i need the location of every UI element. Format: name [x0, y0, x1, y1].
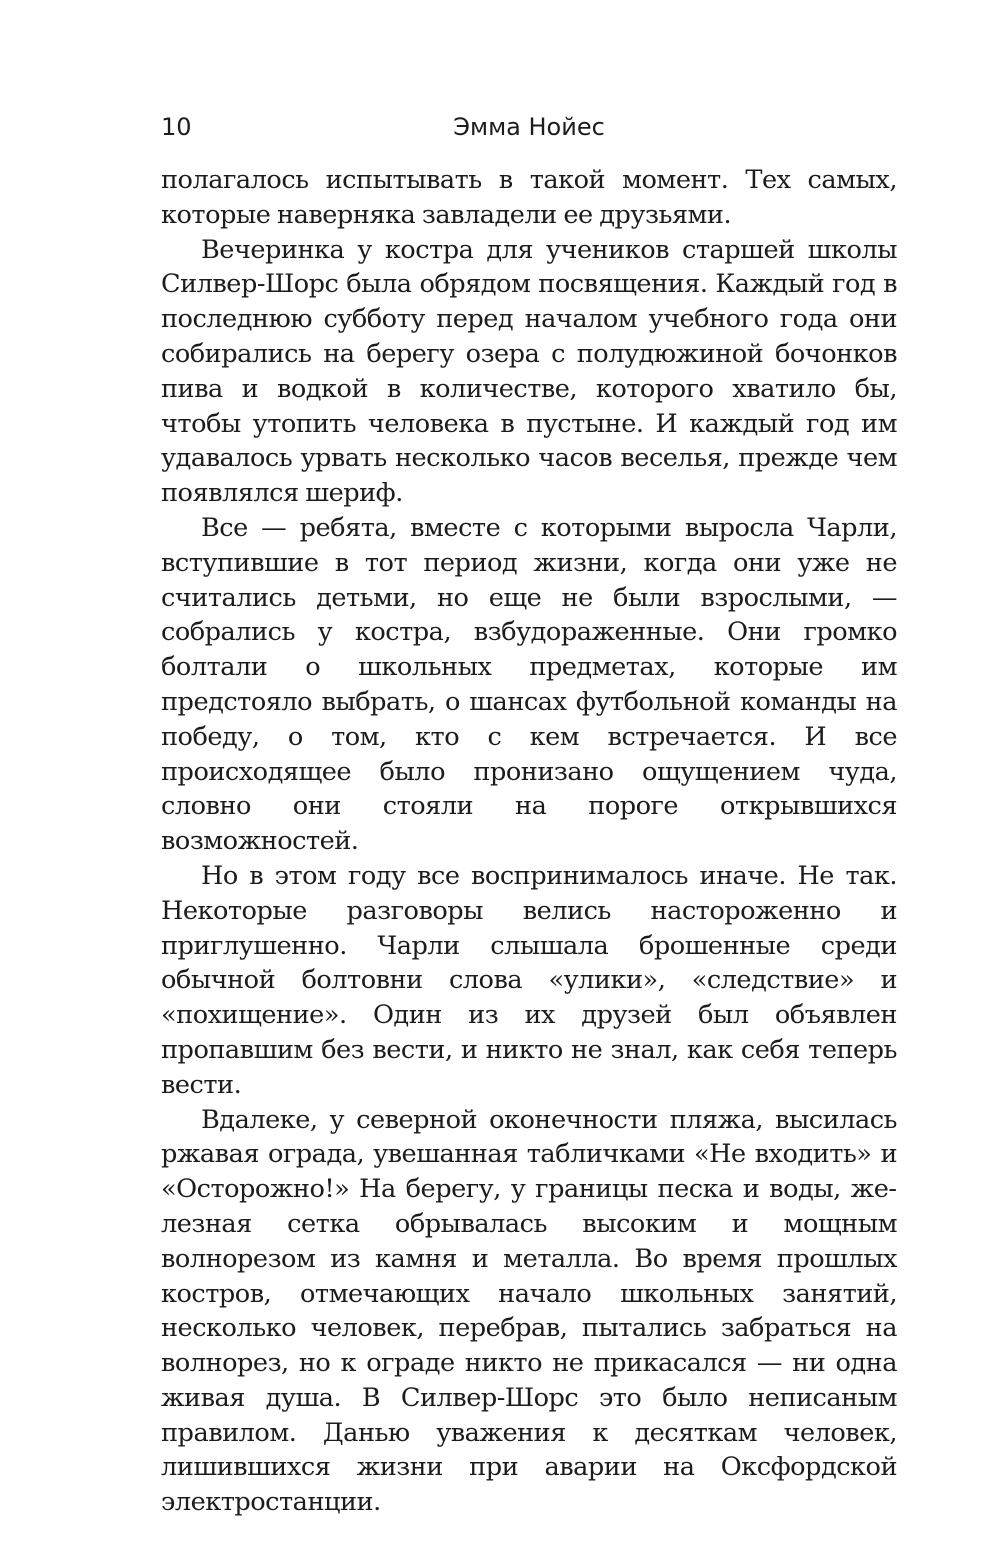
running-header — [161, 106, 897, 148]
page-number: 10 — [161, 113, 192, 141]
paragraph: Вдалеке, у северной оконечности пляжа, высилась ржавая ограда, увешанная табличками «Не входить» и «Осторожно!» На берегу, у границы песка и воды, железная сетка обрывалась высоким и мощным волнорезом из камня и металла. Во время прошлых костров, отмечающих начало школьных занятий, несколько человек, перебрав, пытались забраться на волнорез, но к ограде никто не прикасался — ни одна живая душа. В Силвер-Шорс это было неписаным правилом. Данью уважения к десяткам человек, лишившихся жизни при аварии на Оксфордской электростанции. — [161, 1104, 897, 1518]
body-text — [161, 163, 897, 1520]
paragraph: Все — ребята, вместе с которыми выросла Чарли, вступившие в тот период жизни, когда они уже не считались детьми, но еще не были взрослыми, — собрались у костра, взбудораженные. Они громко болтали о школьных предметах, которые им предстояло выбрать, о шансах футбольной команды на победу, о том, кто с кем встречается. И все происходящее было пронизано ощущением чуда, словно они стояли на пороге открывшихся возможностей. — [161, 512, 897, 857]
running-header-author: Эмма Нойес — [453, 113, 605, 141]
book-page — [161, 106, 897, 1520]
paragraph: Но в этом году все воспринималось иначе. Не так. Некоторые разговоры велись настороженно и приглушенно. Чарли слышала брошенные среди обычной болтовни слова «улики», «следствие» и «похищение». Один из их друзей был объявлен пропавшим без вести, и никто не знал, как себя теперь вести. — [161, 860, 897, 1100]
paragraph-continued: полагалось испытывать в такой момент. Тех самых, которые наверняка завладели ее друзьями. — [161, 165, 897, 230]
paragraph: Вечеринка у костра для учеников старшей школы Силвер-Шорс была обрядом посвящения. Каждый год в последнюю субботу перед началом учебного года они собирались на берегу озера с полудюжиной бочонков пива и водкой в количестве, которого хватило бы, чтобы утопить человека в пустыне. И каждый год им удавалось урвать несколько часов веселья, прежде чем появлялся шериф. — [161, 234, 897, 509]
